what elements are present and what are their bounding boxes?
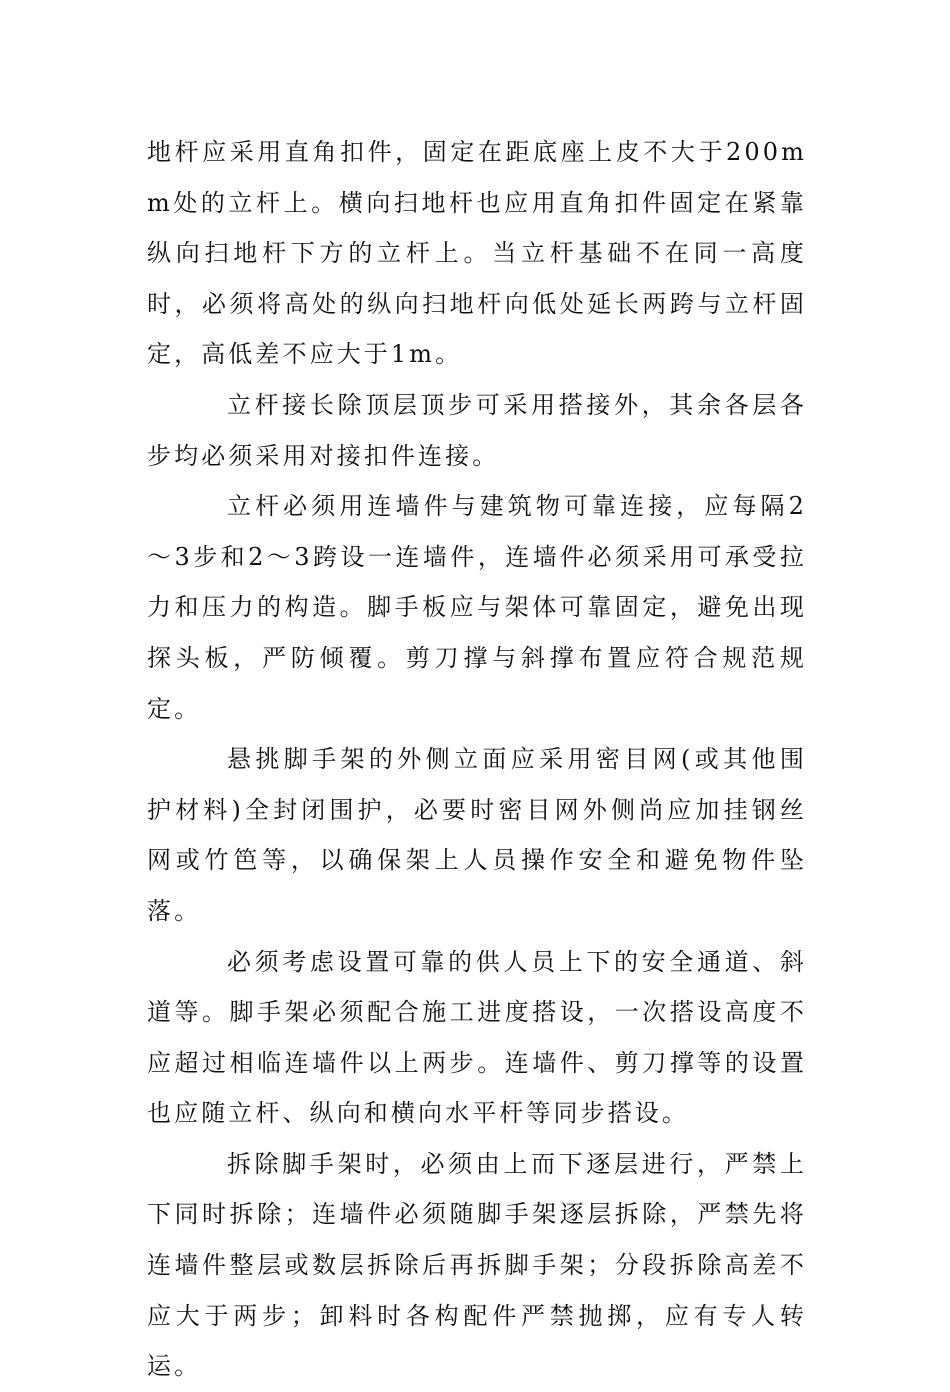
paragraph-continuation: 地杆应采用直角扣件，固定在距底座上皮不大于200mm处的立杆上。横向扫地杆也应用直角扣件固定在紧靠纵向扫地杆下方的立杆上。当立杆基础不在同一高度时，必须将高处的纵向扫地杆向低处延长两跨与立杆固定，高低差不应大于1m。 xyxy=(147,138,807,369)
paragraph-dismantling: 拆除脚手架时，必须由上而下逐层进行，严禁上下同时拆除；连墙件必须随脚手架逐层拆除，严禁先将连墙件整层或数层拆除后再拆脚手架；分段拆除高差不应大于两步；卸料时各构配件严禁抛掷，应有专人转运。 xyxy=(147,1149,807,1381)
paragraph-access-passage: 必须考虑设置可靠的供人员上下的安全通道、斜道等。脚手架必须配合施工进度搭设，一次搭设高度不应超过相临连墙件以上两步。连墙件、剪刀撑等的设置也应随立杆、纵向和横向水平杆等同步搭设。 xyxy=(147,947,807,1128)
paragraph-safety-net: 悬挑脚手架的外侧立面应采用密目网(或其他围护材料)全封闭围护，必要时密目网外侧尚应加挂钢丝网或竹笆等，以确保架上人员操作安全和避免物件坠落。 xyxy=(147,745,807,925)
paragraph-wall-ties: 立杆必须用连墙件与建筑物可靠连接，应每隔2～3步和2～3跨设一连墙件，连墙件必须采用可承受拉力和压力的构造。脚手板应与架体可靠固定，避免出现探头板，严防倾覆。剪刀撑与斜撑布置应符合规范规定。 xyxy=(147,492,807,723)
paragraph-pole-extension: 立杆接长除顶层顶步可采用搭接外，其余各层各步均必须采用对接扣件连接。 xyxy=(147,390,807,470)
body-text xyxy=(147,127,807,1392)
